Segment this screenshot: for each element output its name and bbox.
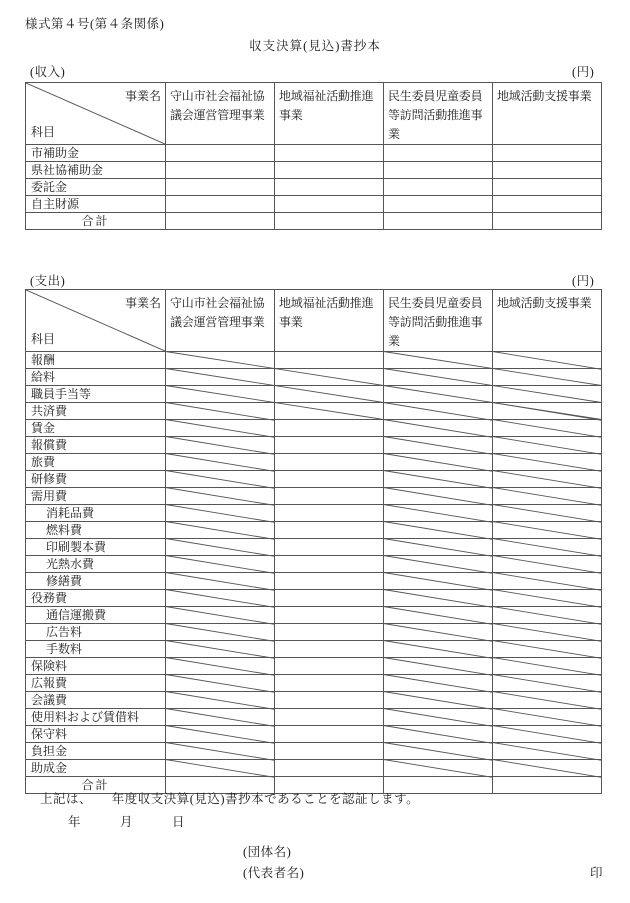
expense-value-cell[interactable] [384,369,493,386]
expense-value-cell[interactable] [166,641,275,658]
expense-value-cell[interactable] [493,556,602,573]
expense-value-cell[interactable] [384,522,493,539]
expense-value-cell[interactable] [275,709,384,726]
expense-value-cell[interactable] [275,760,384,777]
income-value-cell[interactable] [275,213,384,230]
expense-row-label: 報酬 [26,352,166,369]
expense-value-cell[interactable] [166,471,275,488]
expense-section-label: (支出) [30,274,66,288]
expense-value-cell[interactable] [166,590,275,607]
expense-value-cell[interactable] [493,590,602,607]
expense-row-label: 研修費 [26,471,166,488]
expense-value-cell[interactable] [275,607,384,624]
expense-value-cell[interactable] [166,522,275,539]
expense-value-cell[interactable] [275,675,384,692]
income-column-header: 守山市社会福祉協議会運営管理事業 [166,83,275,145]
expense-value-cell[interactable] [275,556,384,573]
expense-value-cell[interactable] [166,505,275,522]
expense-row-label: 共済費 [26,403,166,420]
expense-value-cell[interactable] [275,352,384,369]
seal-label: 印 [590,866,604,880]
expense-value-cell[interactable] [166,420,275,437]
expense-row-label: 通信運搬費 [26,607,166,624]
expense-value-cell[interactable] [275,505,384,522]
income-value-cell[interactable] [275,196,384,213]
income-value-cell[interactable] [166,213,275,230]
income-column-header: 地域活動支援事業 [493,83,602,145]
expense-value-cell[interactable] [166,352,275,369]
table-row [26,726,602,743]
expense-value-cell[interactable] [384,658,493,675]
expense-value-cell[interactable] [384,420,493,437]
table-row [26,403,602,420]
income-total-row [26,213,602,230]
expense-value-cell[interactable] [384,692,493,709]
income-table [25,82,602,230]
income-value-cell[interactable] [166,196,275,213]
expense-row-label: 保険料 [26,658,166,675]
expense-value-cell[interactable] [275,726,384,743]
expense-column-header: 地域福祉活動推進事業 [275,290,384,352]
income-value-cell[interactable] [166,145,275,162]
table-row [26,162,602,179]
income-value-cell[interactable] [275,145,384,162]
table-row [26,179,602,196]
expense-value-cell[interactable] [275,692,384,709]
expense-row-label: 修繕費 [26,573,166,590]
income-business-label: 事業名 [124,89,161,103]
expense-value-cell[interactable] [493,777,602,794]
table-row [26,420,602,437]
expense-value-cell[interactable] [166,624,275,641]
income-section-label: (収入) [30,65,66,79]
income-value-cell[interactable] [384,196,493,213]
income-value-cell[interactable] [275,162,384,179]
income-column-header: 地域福祉活動推進事業 [275,83,384,145]
expense-value-cell[interactable] [275,590,384,607]
table-row [26,692,602,709]
expense-value-cell[interactable] [493,505,602,522]
expense-row-label: 助成金 [26,760,166,777]
expense-value-cell[interactable] [384,505,493,522]
expense-value-cell[interactable] [166,556,275,573]
expense-value-cell[interactable] [275,386,384,403]
expense-value-cell[interactable] [166,709,275,726]
table-row [26,624,602,641]
expense-value-cell[interactable] [493,403,602,420]
expense-row-label: 手数料 [26,641,166,658]
table-row [26,488,602,505]
expense-row-label: 印刷製本費 [26,539,166,556]
expense-value-cell[interactable] [384,454,493,471]
expense-value-cell[interactable] [275,573,384,590]
income-row-label: 市補助金 [26,145,166,162]
expense-value-cell[interactable] [493,658,602,675]
table-row [26,641,602,658]
expense-value-cell[interactable] [493,352,602,369]
expense-value-cell[interactable] [384,624,493,641]
expense-row-label: 消耗品費 [26,505,166,522]
income-value-cell[interactable] [166,179,275,196]
form-number: 様式第４号(第４条関係) [25,17,165,31]
expense-value-cell[interactable] [275,420,384,437]
expense-row-label: 保守料 [26,726,166,743]
expense-column-header: 地域活動支援事業 [493,290,602,352]
table-row [26,658,602,675]
expense-value-cell[interactable] [166,743,275,760]
expense-value-cell[interactable] [275,437,384,454]
table-row [26,471,602,488]
expense-value-cell[interactable] [275,522,384,539]
expense-value-cell[interactable] [166,403,275,420]
representative-name-label: (代表者名) [243,866,305,880]
income-column-header: 民生委員児童委員等訪問活動推進事業 [384,83,493,145]
expense-value-cell[interactable] [493,743,602,760]
expense-header-row [26,290,602,352]
table-row [26,522,602,539]
expense-value-cell[interactable] [384,726,493,743]
expense-value-cell[interactable] [166,607,275,624]
expense-column-header: 守山市社会福祉協議会運営管理事業 [166,290,275,352]
table-row [26,145,602,162]
expense-value-cell[interactable] [166,675,275,692]
expense-value-cell[interactable] [275,369,384,386]
table-row [26,556,602,573]
expense-value-cell[interactable] [493,624,602,641]
expense-value-cell[interactable] [166,454,275,471]
expense-value-cell[interactable] [275,488,384,505]
expense-row-label: 広報費 [26,675,166,692]
table-row [26,454,602,471]
expense-item-label: 科目 [31,332,56,346]
expense-row-label: 職員手当等 [26,386,166,403]
expense-value-cell[interactable] [275,658,384,675]
income-row-label: 県社協補助金 [26,162,166,179]
expense-corner-cell [26,290,166,352]
income-row-label: 自主財源 [26,196,166,213]
income-value-cell[interactable] [166,162,275,179]
expense-value-cell[interactable] [493,692,602,709]
expense-column-header: 民生委員児童委員等訪問活動推進事業 [384,290,493,352]
expense-row-label: 賃金 [26,420,166,437]
table-row [26,607,602,624]
expense-value-cell[interactable] [384,607,493,624]
expense-value-cell[interactable] [493,607,602,624]
expense-value-cell[interactable] [384,352,493,369]
expense-value-cell[interactable] [384,556,493,573]
table-row [26,352,602,369]
expense-value-cell[interactable] [493,726,602,743]
income-row-label: 委託金 [26,179,166,196]
expense-value-cell[interactable] [493,488,602,505]
expense-value-cell[interactable] [384,437,493,454]
income-value-cell[interactable] [493,162,602,179]
expense-row-label: 使用料および賃借料 [26,709,166,726]
table-row [26,196,602,213]
expense-value-cell[interactable] [275,743,384,760]
date-line: 年 月 日 [68,815,186,829]
expense-value-cell[interactable] [493,437,602,454]
expense-value-cell[interactable] [166,573,275,590]
expense-value-cell[interactable] [384,386,493,403]
expense-business-label: 事業名 [124,296,161,310]
expense-value-cell[interactable] [384,573,493,590]
expense-row-label: 光熱水費 [26,556,166,573]
certification-text: 上記は、 年度収支決算(見込)書抄本であることを認証します。 [40,792,420,806]
expense-row-label: 広告料 [26,624,166,641]
expense-value-cell[interactable] [493,709,602,726]
expense-value-cell[interactable] [275,641,384,658]
expense-value-cell[interactable] [275,471,384,488]
expense-value-cell[interactable] [384,675,493,692]
expense-value-cell[interactable] [493,471,602,488]
expense-value-cell[interactable] [166,726,275,743]
table-row [26,760,602,777]
expense-value-cell[interactable] [384,709,493,726]
expense-value-cell[interactable] [493,522,602,539]
income-value-cell[interactable] [493,145,602,162]
income-header-row [26,83,602,145]
income-value-cell[interactable] [493,179,602,196]
expense-value-cell[interactable] [275,403,384,420]
expense-row-label: 燃料費 [26,522,166,539]
income-item-label: 科目 [31,125,56,139]
income-value-cell[interactable] [493,213,602,230]
expense-value-cell[interactable] [166,437,275,454]
expense-row-label: 報償費 [26,437,166,454]
expense-value-cell[interactable] [493,675,602,692]
income-row-label: 合計 [26,213,166,230]
expense-value-cell[interactable] [493,420,602,437]
expense-value-cell[interactable] [166,658,275,675]
expense-value-cell[interactable] [275,454,384,471]
expense-value-cell[interactable] [275,624,384,641]
expense-row-label: 需用費 [26,488,166,505]
expense-value-cell[interactable] [493,539,602,556]
table-row [26,539,602,556]
income-value-cell[interactable] [384,179,493,196]
expense-value-cell[interactable] [493,760,602,777]
expense-value-cell[interactable] [384,488,493,505]
income-unit-label: (円) [572,65,595,79]
expense-value-cell[interactable] [384,641,493,658]
expense-value-cell[interactable] [493,369,602,386]
expense-value-cell[interactable] [166,488,275,505]
expense-row-label: 役務費 [26,590,166,607]
expense-table [25,289,602,794]
table-row [26,386,602,403]
expense-row-label: 旅費 [26,454,166,471]
income-value-cell[interactable] [275,179,384,196]
expense-value-cell[interactable] [493,641,602,658]
expense-value-cell[interactable] [384,760,493,777]
expense-value-cell[interactable] [166,692,275,709]
expense-value-cell[interactable] [166,760,275,777]
table-row [26,675,602,692]
expense-value-cell[interactable] [384,403,493,420]
expense-value-cell[interactable] [493,386,602,403]
expense-value-cell[interactable] [384,539,493,556]
income-value-cell[interactable] [384,162,493,179]
table-row [26,369,602,386]
income-corner-cell [26,83,166,145]
expense-value-cell[interactable] [166,386,275,403]
expense-value-cell[interactable] [275,539,384,556]
income-value-cell[interactable] [384,145,493,162]
income-value-cell[interactable] [493,196,602,213]
expense-value-cell[interactable] [166,369,275,386]
table-row [26,573,602,590]
expense-row-label: 会議費 [26,692,166,709]
organization-name-label: (団体名) [243,845,292,859]
expense-value-cell[interactable] [384,743,493,760]
expense-value-cell[interactable] [384,471,493,488]
expense-row-label: 給料 [26,369,166,386]
expense-row-label: 負担金 [26,743,166,760]
table-row [26,743,602,760]
expense-value-cell[interactable] [493,454,602,471]
table-row [26,437,602,454]
table-row [26,590,602,607]
expense-value-cell[interactable] [493,573,602,590]
expense-unit-label: (円) [572,274,595,288]
table-row [26,505,602,522]
expense-value-cell[interactable] [384,590,493,607]
page-title: 収支決算(見込)書抄本 [249,39,381,53]
expense-row-label: 合計 [26,777,166,794]
table-row [26,709,602,726]
income-value-cell[interactable] [384,213,493,230]
expense-value-cell[interactable] [166,539,275,556]
